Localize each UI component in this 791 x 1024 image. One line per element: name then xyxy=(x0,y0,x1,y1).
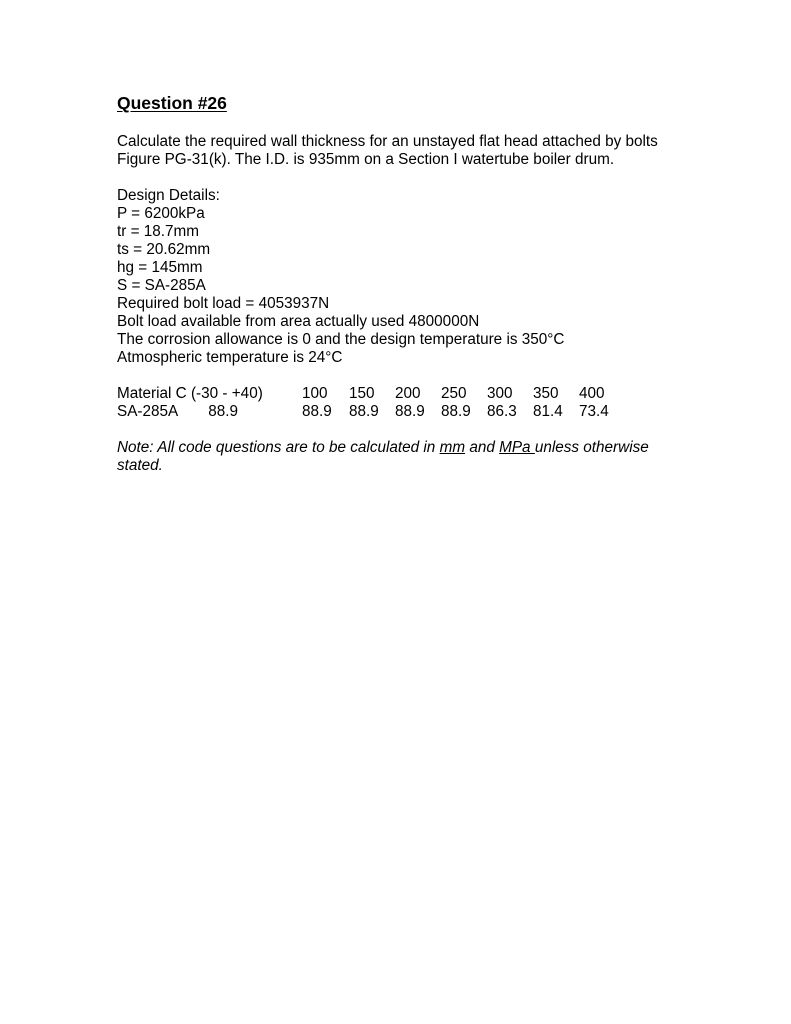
note-mm: mm xyxy=(439,439,466,456)
note-part-2: and xyxy=(465,439,500,456)
intro-line-1: Calculate the required wall thickness for an unstayed flat head attached by bolts xyxy=(117,133,658,150)
table-cell: 88.9 xyxy=(441,403,471,420)
design-line-ts: ts = 20.62mm xyxy=(117,241,211,258)
table-cell: 88.9 xyxy=(302,403,332,420)
table-header-cell: 400 xyxy=(579,385,605,402)
design-line-atmospheric-temp: Atmospheric temperature is 24°C xyxy=(117,349,343,366)
table-cell: 81.4 xyxy=(533,403,563,420)
intro-line-2: Figure PG-31(k). The I.D. is 935mm on a Section I watertube boiler drum. xyxy=(117,151,615,168)
table-header-cell: 100 xyxy=(302,385,328,402)
table-cell: 86.3 xyxy=(487,403,517,420)
design-line-pressure: P = 6200kPa xyxy=(117,205,205,222)
question-intro xyxy=(117,133,717,169)
table-header-row xyxy=(117,385,625,403)
document-page xyxy=(117,92,717,490)
table-header-cell: 350 xyxy=(533,385,559,402)
table-header-cell: 150 xyxy=(349,385,375,402)
table-cell: 88.9 xyxy=(349,403,379,420)
table-row xyxy=(117,403,625,421)
units-note xyxy=(117,439,677,475)
table-row-label-cell xyxy=(117,403,302,421)
design-line-required-bolt-load: Required bolt load = 4053937N xyxy=(117,295,330,312)
note-mpa: MPa xyxy=(499,439,535,456)
note-part-3: unless otherwise stated. xyxy=(117,439,649,474)
table-header-cell: 200 xyxy=(395,385,421,402)
table-cell: 88.9 xyxy=(395,403,425,420)
table-cell: 73.4 xyxy=(579,403,609,420)
table-header-label: Material C (-30 - +40) xyxy=(117,385,263,402)
allowable-stress-table xyxy=(117,385,625,421)
design-details-heading: Design Details: xyxy=(117,187,220,204)
design-line-material: S = SA-285A xyxy=(117,277,206,294)
table-header-cell: 250 xyxy=(441,385,467,402)
table-row-ambient-value: 88.9 xyxy=(208,403,239,420)
note-part-1: Note: All code questions are to be calculated in xyxy=(117,439,440,456)
design-line-hg: hg = 145mm xyxy=(117,259,203,276)
design-line-available-bolt-load: Bolt load available from area actually used 4800000N xyxy=(117,313,480,330)
table-header-cell: 300 xyxy=(487,385,513,402)
design-details xyxy=(117,187,717,367)
design-line-tr: tr = 18.7mm xyxy=(117,223,200,240)
design-line-corrosion-temp: The corrosion allowance is 0 and the design temperature is 350°C xyxy=(117,331,565,348)
table-row-label: SA-285A xyxy=(117,403,179,420)
question-title: Question #26 xyxy=(117,93,227,113)
